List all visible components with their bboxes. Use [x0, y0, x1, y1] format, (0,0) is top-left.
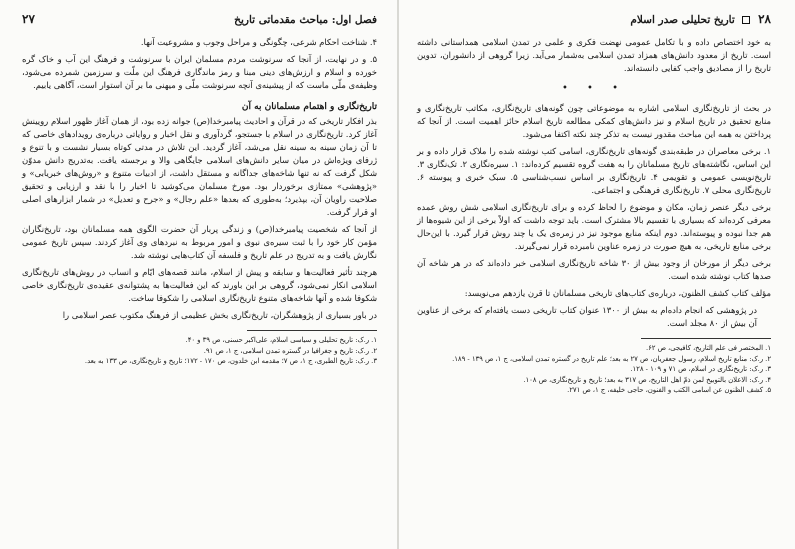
- paragraph: در باور بسیاری از پژوهشگران، تاریخ‌نگاری بخش عظیمی از فرهنگ مکتوب عصر اسلامی را: [62, 310, 377, 320]
- paragraph: ۴. شناخت احکام شرعی، چگونگی و مراحل وجوب و مشروعیت آنها.: [140, 37, 377, 47]
- left-page: [0, 0, 397, 549]
- footnote: ۴. ر.ک: الاعلان بالتوبیخ لمن ذمّ اهل التاریخ، ص ۳۱۷ به بعد؛ تاریخ و تاریخ‌نگاری، ص ۱۰۸.: [523, 375, 771, 384]
- page-number: ۲۷: [22, 12, 35, 26]
- footnote: ۱. ر.ک: تاریخ تحلیلی و سیاسی اسلام، علی‌اکبر حسنی، ص ۳۹ و ۴۰.: [185, 336, 377, 344]
- section-heading: تاریخ‌نگاری و اهتمام مسلمانان به آن: [241, 102, 377, 112]
- square-ornament-icon: [742, 16, 750, 24]
- running-title-group: [630, 12, 771, 26]
- running-title: فصل اول: مباحث مقدماتی تاریخ: [234, 14, 377, 26]
- page-number: ۲۸: [758, 12, 771, 26]
- paragraph: برخی دیگر از مورخان از وجود بیش از ۳۰ شاخه تاریخ‌نگاری اسلامی خبر داده‌اند که در هر شاخه آن صدها کتاب نوشته شده است.: [417, 258, 771, 281]
- paragraph: ۱. برخی معاصران در طبقه‌بندی گونه‌های تاریخ‌نگاری، اسامی کتب نوشته شده را ملاک قرار داده و بر این اساس، نگاشته‌های تاریخ مسلمانان را به هفت گروه تقسیم کرده‌اند: ۱. سیره‌نگاری ۲. تک‌نگاری ۳. تاریخ‌نویسی عمومی و تقویمی ۴. تاریخ‌نگاری بر اساس نسب‌شناسی ۵. سبک خبری و پیوسته ۶. تاریخ‌نگاری محلی ۷. تاریخ‌نگاری فرهنگی و اجتماعی.: [417, 146, 771, 195]
- section-separator: • • •: [561, 83, 627, 94]
- paragraph: هرچند تأثیر فعالیت‌ها و سابقه و پیش از اسلام، مانند قصه‌های ایّام و انساب در روش‌های تاریخ‌نگاری اسلامی انکار نمی‌شود، گروهی بر این باورند که این فعالیت‌ها به پشتوانه‌ی عقیده‌ی تاریخ‌نگاری خاصی شکوفا شده و آنها شاخه‌های متنوع تاریخ‌نگاری اسلامی را شکوفا ساخت.: [22, 267, 377, 303]
- running-title: تاریخ تحلیلی صدر اسلام: [630, 14, 735, 26]
- footnote: ۳. ر.ک: تاریخ‌نگاری در اسلام، ص ۷۱ و ۱۰۹ - ۱۲۸.: [630, 365, 771, 373]
- right-page: [399, 0, 795, 549]
- paragraph: بذر افکار تاریخی که در قرآن و احادیث پیامبرخدا(ص) جوانه زده بود، از همان آغاز ظهور اسلام رویینش آغاز کرد. تاریخ‌نگاری در اسلام با جستجو، گردآوری و نقل اخبار و روایاتی درباره‌ی رویدادهای خاصی که تا آن زمان سینه به سینه نقل می‌شد، آغاز گردید. این تلاش در مدتی کوتاه بسیار نشست و با تنوع و ژرفای ویژه‌اش در میان سایر دانش‌های اسلامی جایگاهی والا و برجسته یافت. به‌تدریج دانش مدوّن شکل گرفت که نه تنها شاخه‌های جداگانه و مستقل داشت، از ادبیات متنوع و «روش‌های خبریابی» و «پژوهشی» ممتازی برخوردار بود. مورخ مسلمان می‌کوشید تا اخبار را با نقد و ارزیابی و تحقیق صلاحیت راویان آن، بپذیرد؛ به‌طوری که بعدها «علم رجال» و «جرح و تعدیل» در شمار ابزارهای اصلی او قرار گرفت.: [22, 116, 377, 217]
- footnote: ۲. ر.ک: منابع تاریخ اسلام، رسول جعفریان، ص ۲۷ به بعد؛ علم تاریخ در گستره تمدن اسلامی، ج ۱، ص ۱۳۹ - ۱۸۹.: [452, 354, 771, 363]
- block-quote: در پژوهشی که انجام داده‌ام به بیش از ۱۳۰۰ عنوان کتاب تاریخی دست یافته‌ام که برخی از عناوین آن بیش از ۸۰ مجلد است.: [417, 305, 757, 328]
- footnote: ۱. المختصر فی علم التاریخ، کافیجی، ص ۶۲.: [645, 344, 771, 352]
- footnote-divider: [641, 338, 771, 339]
- footnote: ۵. کشف الظنون عن اسامی الکتب و الفنون، حاجی خلیفه، ج ۱، ص ۲۷۱.: [567, 386, 771, 394]
- paragraph: ۵. و در نهایت، از آنجا که سرنوشت مردم مسلمان ایران با سرنوشت و فرهنگ این آب و خاک گره خورده و اسلام و ارزش‌های دینی مبنا و رمز ماندگاری فرهنگ این ملّت و سرزمین شمرده می‌شود، وظیفه‌ی ملّی ماست که از پیشینه‌ی آنچه سرنوشت ملّی و میهنی ما بر آن استوار است، آگاهی یابیم.: [22, 54, 377, 90]
- footnote-divider: [247, 330, 377, 331]
- paragraph: در بحث از تاریخ‌نگاری اسلامی اشاره به موضوعاتی چون گونه‌های تاریخ‌نگاری، مکاتب تاریخ‌نگاری و منابع تحقیق در تاریخ اسلام و نیز دانش‌های کمکی مطالعه تاریخ اسلام حائز اهمیت است. از آنجا که پرداختن به همه این مباحث مقدور نیست به تذکر چند نکته اکتفا می‌شود.: [417, 103, 771, 139]
- footnote: ۲. ر.ک: تاریخ و جغرافیا در گستره تمدن اسلامی، ج ۱، ص ۹۱.: [203, 346, 377, 355]
- running-head: [22, 12, 377, 26]
- footnote: ۳. ر.ک: تاریخ الطبری، ج ۱، ص ۷؛ مقدمه ابن خلدون، ص ۱۷۰ - ۱۷۲؛ تاریخ و تاریخ‌نگاری، ص ۱۳۳ به بعد.: [84, 357, 377, 365]
- paragraph: برخی دیگر عنصر زمان، مکان و موضوع را لحاظ کرده و برای تاریخ‌نگاری اسلامی شش روش عمده معرفی کرده‌اند که بسیاری با تقسیم بالا مشترک است. باید توجه داشت که اولاً برخی از این شیوه‌ها از هم جدا نبوده و پیوسته‌اند. دوم اینکه منابع موجود نیز در زمره‌ی یک یا چند روش قرار گیرد. با این‌حال برخی منابع تاریخی، به هیچ صورت در زمره عناوین نامبرده قرار نمی‌گیرند.: [417, 202, 771, 251]
- paragraph: از آنجا که شخصیت پیامبرخدا(ص) و زندگی پربار آن حضرت الگوی همه مسلمانان بود، تاریخ‌نگاران مؤمن کار خود را با ثبت سیره‌ی نبوی و امور مربوط به نبردهای وی آغاز کردند. سپس تاریخ عمومی نگارش یافت و به تدریج در علم تاریخ و فلسفه آن کتاب‌هایی نوشته شد.: [22, 224, 377, 260]
- paragraph: مؤلف کتاب کشف الظنون، درباره‌ی کتاب‌های تاریخی مسلمانان تا قرن یازدهم می‌نویسد:: [464, 288, 771, 298]
- paragraph: به خود اختصاص داده و با تکامل عمومی نهضت فکری و علمی در تمدن اسلامی همداستانی داشته است. تاریخ از معدود دانش‌های همزاد تمدن اسلامی به‌شمار می‌آید. زیرا گروهی از دانشوران، تدوین تاریخ را از مصادیق واجب کفایی دانسته‌اند.: [417, 37, 771, 73]
- running-head: [417, 12, 771, 26]
